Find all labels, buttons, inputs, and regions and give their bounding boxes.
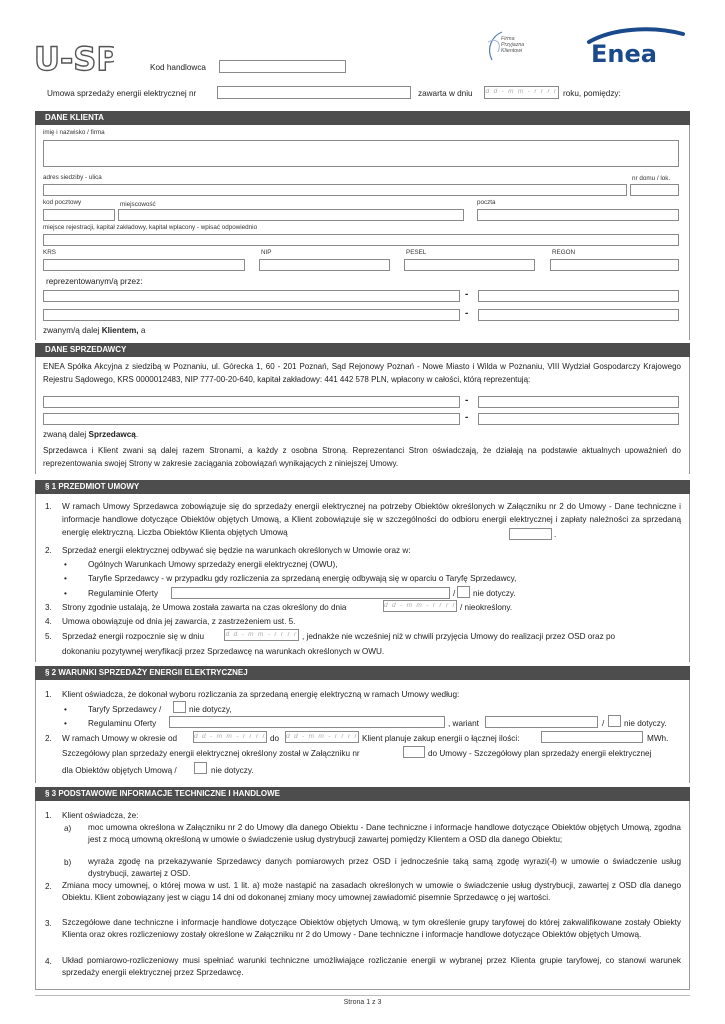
s2-regulamin-nie-dotyczy-checkbox[interactable] [608, 715, 621, 727]
s2-b1-post: nie dotyczy, [189, 705, 232, 714]
s2-p1-text: Klient oświadcza, że dokonał wyboru rozliczania za sprzedaną energię elektryczną w ramach Umowy według: [62, 690, 460, 699]
krs-input[interactable] [43, 259, 245, 271]
kod-pocztowy-label: kod pocztowy [43, 199, 82, 206]
s3-p2-text: Zmiana mocy umownej, o której mowa w ust. 1 lit. a) może nastąpić na zasadach określonych w umowie o świadczenie usług dystrybucji, zawartej z OSD dla danego Obiektu. Klient zobowiązany jest w ciągu 14 dni od dokonanej zmiany mocy umownej zawiadomić pisemnie Sprzedawcę o jej wartości. [62, 881, 681, 902]
s2-p2-text: W ramach Umowy w okresie od [62, 734, 178, 743]
miejscowosc-label: miejscowość [120, 201, 156, 208]
sprzedawca-rep-2-name-input[interactable] [43, 413, 460, 425]
s3-a-num: a) [64, 824, 72, 833]
s1-p3-num: 3. [45, 603, 52, 612]
reprezentant-2-dash: - [465, 308, 469, 319]
s1-p5-line2: dokonaniu pozytywnej weryfikacji przez Sprzedawcę na warunkach określonych w OWU. [62, 647, 385, 656]
s1-p1-end: . [554, 530, 557, 539]
s3-b-text: wyraża zgodę na przekazywanie Sprzedawcy danych pomiarowych przez OSD i jednocześnie taką samą zgodę wyrazi(-ł) w umowie o świadczenie usług dystrybucji, zawartej z OSD. [88, 857, 681, 878]
s1-b3-nie-dotyczy: nie dotyczy. [473, 589, 516, 598]
zalacznik-nr-input[interactable] [403, 746, 425, 758]
strony-text: Sprzedawca i Klient zwani są dalej razem Stronami, a każdy z osobna Stroną. Reprezentanci Stron oświadczają, że działają na podstawie aktualnych upoważnień do reprezentowania swojej Strony w zakresie zaciągania zobowiązań wynikających z niniejszej Umowy. [43, 446, 681, 468]
imie-label: imię i nazwisko / firma [43, 129, 105, 136]
s1-bullet-2: • [64, 574, 67, 583]
s2-p2-line3: dla Obiektów objętych Umową / [62, 766, 177, 775]
section-dane-sprzedawcy: DANE SPRZEDAWCY [35, 343, 690, 357]
reprezentant-1-dash: - [465, 289, 469, 300]
s1-p2-text: Sprzedaż energii elektrycznej odbywać się będzie na warunkach określonych w Umowie oraz w: [62, 546, 411, 555]
sprzedawca-rep-1-dash: - [465, 395, 469, 406]
section-warunki-sprzedazy: § 2 WARUNKI SPRZEDAŻY ENERGII ELEKTRYCZNEJ [35, 666, 690, 680]
nr-domu-input[interactable] [630, 184, 679, 196]
krs-label: KRS [43, 249, 56, 256]
section-dane-klienta: DANE KLIENTA [35, 111, 690, 125]
svg-text:Enea: Enea [591, 40, 657, 66]
s1-p4-text: Umowa obowiązuje od dnia jej zawarcia, z zastrzeżeniem ust. 5. [62, 617, 296, 626]
page-number: Strona 1 z 3 [343, 999, 382, 1006]
zawarta-label: zawarta w dniu [418, 89, 473, 98]
footer-divider [35, 995, 690, 996]
s1-bullet-3: • [64, 589, 67, 598]
form-code-logo [32, 40, 114, 78]
umowa-nr-input[interactable] [217, 86, 411, 99]
s2-p1-num: 1. [45, 690, 52, 699]
wariant-input[interactable] [485, 716, 598, 728]
s1-p1-text: W ramach Umowy Sprzedawca zobowiązuje się do sprzedaży energii elektrycznej na potrzeby Obiektów określonych w Załączniku nr 2 do Umowy - Dane techniczne i informacje handlowe dotyczące Obiektów objętych Umową, a Klient zobowiązuje się w szczególności do odbioru energii elektrycznej i zapłaty należności za sprzedaną energię elektryczną. Liczba Obiektów Klienta objętych Umową [62, 502, 681, 537]
s2-b2-slash: / [602, 719, 605, 728]
miejscowosc-input[interactable] [118, 209, 464, 221]
umowa-nr-label: Umowa sprzedaży energii elektrycznej nr [47, 89, 197, 98]
plan-nie-dotyczy-checkbox[interactable] [194, 762, 207, 774]
sprzedawca-rep-1-role-input[interactable] [478, 396, 679, 408]
s2-b2-text: Regulaminu Oferty [88, 719, 157, 728]
s2-b2-nie-dotyczy: nie dotyczy. [624, 719, 667, 728]
poczta-label: poczta [477, 199, 496, 206]
nr-domu-label: nr domu / lok. [632, 175, 671, 182]
umowa-do-dnia-input[interactable]: d d - m m - r r r r [383, 600, 457, 612]
sprzedaz-start-date-input[interactable]: d d - m m - r r r r [224, 629, 299, 641]
s3-p4-text: Układ pomiarowo-rozliczeniowy musi spełniać warunki techniczne umożliwiające rozliczanie energii w wybranej przez Klienta grupie taryfowej, co stanowi warunek sprzedaży energii elektrycznej przez Sprzedawcę. [62, 956, 681, 977]
s3-p3-text: Szczegółowe dane techniczne i informacje handlowe dotyczące Obiektów objętych Umową, w tym określenie grupy taryfowej do której zakwalifikowane zostały Obiekty Klienta oraz okres rozliczeniowy zostały określone w Załączniku nr 2 do Umowy - Dane techniczne i informacje handlowe dotyczące Obiektów objętych Umową. [62, 918, 681, 939]
s1-b3-slash: / [453, 589, 456, 598]
s2-mwh-label: MWh. [647, 734, 669, 743]
s2-p2-mid: Klient planuje zakup energii o łącznej ilości: [362, 734, 520, 743]
s1-p3-post: / nieokreślony. [460, 603, 513, 612]
s1-p1-num: 1. [45, 502, 52, 511]
zwanym-klientem-text: zwanym/ą dalej Klientem, a [43, 326, 146, 335]
s2-p2-num: 2. [45, 734, 52, 743]
enea-logo [583, 26, 691, 66]
nip-input[interactable] [259, 259, 390, 271]
pesel-label: PESEL [406, 249, 427, 256]
ilosc-energii-input[interactable] [541, 731, 643, 743]
s1-p3-text: Strony zgodnie ustalają, że Umowa została zawarta na czas określony do dnia [62, 603, 347, 612]
s1-p4-num: 4. [45, 617, 52, 626]
poczta-input[interactable] [477, 209, 679, 221]
s3-p1-num: 1. [45, 811, 52, 820]
s3-b-num: b) [64, 858, 72, 867]
section-przedmiot-umowy: § 1 PRZEDMIOT UMOWY [35, 480, 690, 494]
regulamin-oferty-input[interactable] [171, 587, 450, 599]
s2-bullet-1: • [64, 705, 67, 714]
rejestracja-label: miejsce rejestracji, kapitał zakładowy, kapitał wpłacony - wpisać odpowiednio [43, 224, 258, 231]
s1-b2-text: Taryfie Sprzedawcy - w przypadku gdy rozliczenia za sprzedaną energię odbywają się w oparciu o Taryfę Sprzedawcy, [88, 574, 517, 583]
reprezentant-1-name-input[interactable] [43, 290, 460, 302]
nip-label: NIP [261, 249, 272, 256]
imie-input[interactable] [43, 140, 679, 167]
liczba-obiektow-input[interactable] [509, 528, 552, 540]
kod-handlowca-label: Kod handlowca [150, 63, 206, 72]
s1-p5-num: 5. [45, 632, 52, 641]
s3-a-text: moc umowna określona w Załączniku nr 2 do Umowy dla danego Obiektu - Dane techniczne i informacje handlowe dotyczące Obiektów objętych Umową, zgodna jest z mocą umowną określoną w umowie o świadczenie usług dystrybucji zawartej pomiędzy Klientem a OSD dla danego Obiektu; [88, 823, 681, 844]
zwana-sprzedawca-text: zwaną dalej Sprzedawcą. [43, 430, 139, 439]
s2-regulamin-input[interactable] [169, 716, 445, 728]
s2-do-label: do [270, 734, 280, 743]
s1-p2-num: 2. [45, 546, 52, 555]
roku-label: roku, pomiędzy: [563, 89, 621, 98]
okres-od-input[interactable]: d d - m m - r r r r [193, 731, 267, 743]
s3-p4-num: 4. [45, 957, 52, 966]
s1-bullet-1: • [64, 560, 67, 569]
kod-pocztowy-input[interactable] [43, 209, 115, 221]
reprezentowany-label: reprezentowanym/ą przez: [46, 277, 143, 286]
sprzedawca-rep-1-name-input[interactable] [43, 396, 460, 408]
section-informacje-techniczne: § 3 PODSTAWOWE INFORMACJE TECHNICZNE I HANDLOWE [35, 787, 690, 801]
sprzedawca-rep-2-role-input[interactable] [478, 413, 679, 425]
s2-bullet-2: • [64, 719, 67, 728]
okres-do-input[interactable]: d d - m m - r r r r [285, 731, 359, 743]
reprezentant-2-role-input[interactable] [478, 309, 679, 321]
s3-p2-num: 2. [45, 882, 52, 891]
s1-b1-text: Ogólnych Warunkach Umowy sprzedaży energii elektrycznej (OWU), [88, 560, 338, 569]
s2-b1-text: Taryfy Sprzedawcy / [88, 705, 162, 714]
adres-label: adres siedziby - ulica [43, 174, 102, 181]
firma-przyjazna-klientowi-mark: Firma Przyjazna Klientowi [484, 30, 534, 64]
reprezentant-1-role-input[interactable] [478, 290, 679, 302]
regon-label: REGON [552, 249, 576, 256]
rejestracja-input[interactable] [43, 234, 679, 246]
s2-wariant-label: , wariant [448, 719, 479, 728]
s1-p5-text: Sprzedaż energii rozpocznie się w dniu [62, 632, 204, 641]
s2-p2-line2: Szczegółowy plan sprzedaży energii elektrycznej określony został w Załączniku nr [62, 749, 360, 758]
s3-p3-num: 3. [45, 919, 52, 928]
adres-input[interactable] [43, 184, 627, 196]
taryfa-sprzedawcy-checkbox[interactable] [173, 701, 186, 713]
zawarta-date-input[interactable]: d d - m m - r r r r [484, 86, 559, 99]
s3-p1-text: Klient oświadcza, że: [62, 811, 139, 820]
regon-input[interactable] [550, 259, 679, 271]
svg-text:U-SP: U-SP [34, 40, 114, 76]
pesel-input[interactable] [404, 259, 535, 271]
reprezentant-2-name-input[interactable] [43, 309, 460, 321]
s1-p5-post: , jednakże nie wcześniej niż w chwili przyjęcia Umowy do realizacji przez OSD oraz po [302, 632, 616, 641]
sprzedawca-opis: ENEA Spółka Akcyjna z siedzibą w Poznaniu, ul. Górecka 1, 60 - 201 Poznań, Sąd Rejonowy Poznań - Nowe Miasto i Wilda w Poznaniu, VIII Wydział Gospodarczy Krajowego Rejestru Sądowego, KRS 0000012483, NIP 777-00-20-640, kapitał zakładowy: 441 442 578 PLN, wpłacony w całości, którą reprezentują: [43, 362, 681, 384]
s2-p2-line3-post: nie dotyczy. [211, 766, 254, 775]
s1-b3-text: Regulaminie Oferty [88, 589, 159, 598]
regulamin-nie-dotyczy-checkbox[interactable] [457, 586, 470, 598]
s2-p2-line2-post: do Umowy - Szczegółowy plan sprzedaży energii elektrycznej [428, 749, 652, 758]
sprzedawca-rep-2-dash: - [465, 412, 469, 423]
kod-handlowca-input[interactable] [219, 60, 346, 73]
